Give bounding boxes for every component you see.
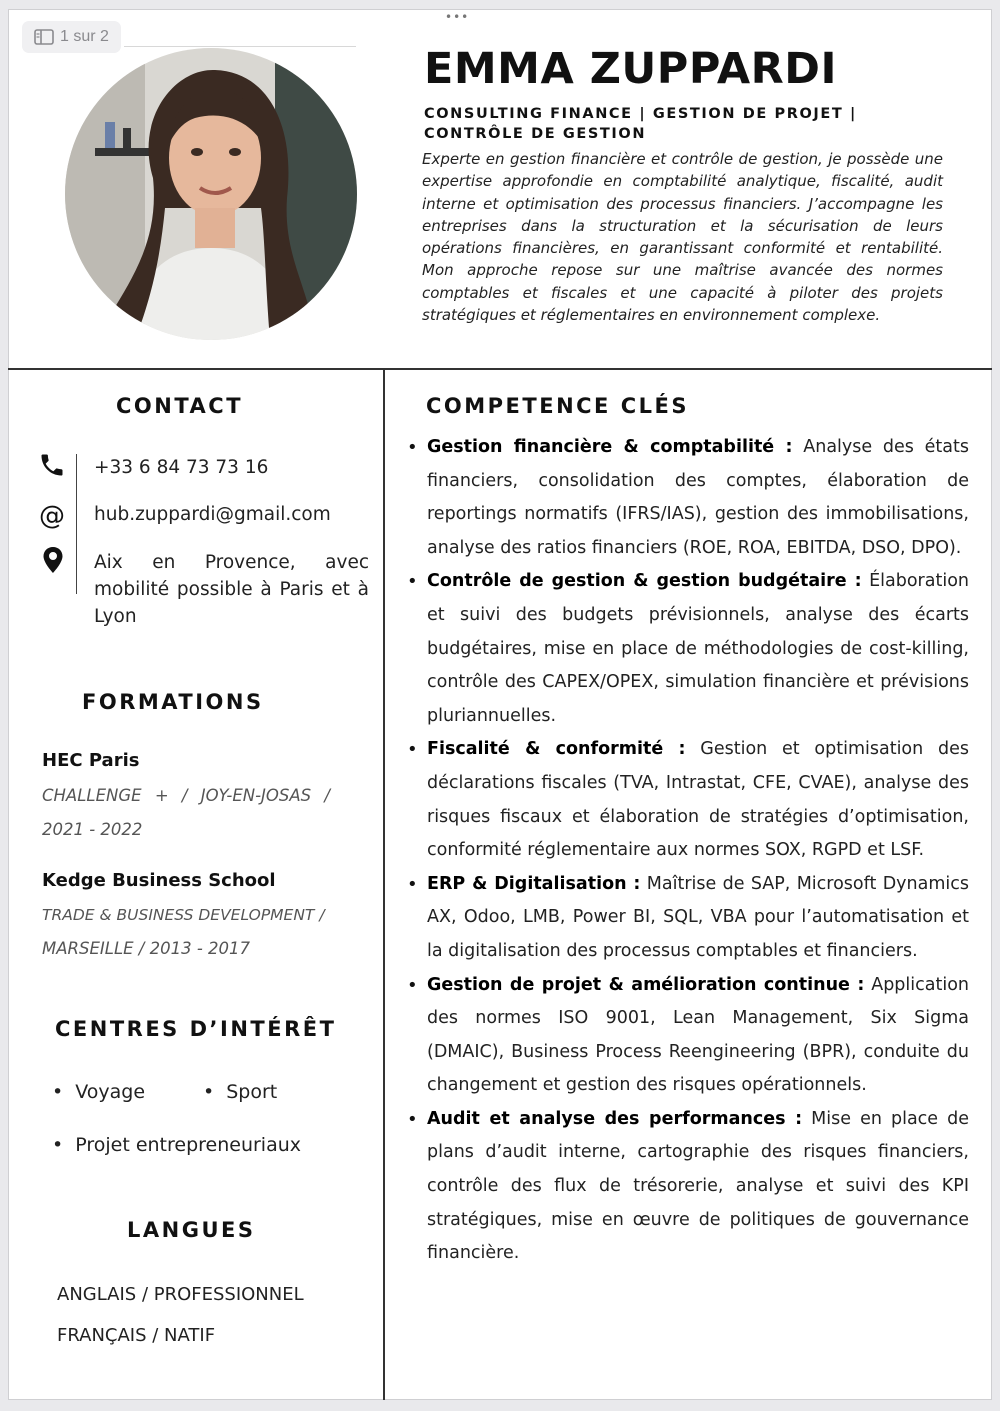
skill-label: Gestion de projet & amélioration continue :	[427, 974, 865, 995]
skill-item	[407, 431, 969, 565]
skill-item	[407, 733, 969, 867]
formation-detail-line: MARSEILLE / 2013 - 2017	[42, 939, 251, 958]
formation-school: Kedge Business School	[42, 870, 276, 891]
skill-label: Contrôle de gestion & gestion budgétaire :	[427, 571, 862, 592]
at-icon: @	[39, 501, 65, 531]
profile-summary: Experte en gestion financière et contrôle de gestion, je possède une expertise approfondie en comptabilité analytique, fiscalité, audit interne et optimisation des processus financiers. J’accompagne les entreprises dans la structuration et la sécurisation de leurs opérations financières, en garantissant conformité et rentabilité. Mon approche repose sur une maîtrise avancée des normes comptables et fiscales et une capacité à piloter des projets stratégiques et réglementaires en environnement complexe.	[422, 150, 943, 325]
page-indicator[interactable]	[22, 21, 121, 53]
formation-detail	[42, 898, 362, 966]
skill-item	[407, 565, 969, 733]
interest-item: • Sport	[203, 1081, 277, 1103]
skill-label: Gestion financière & comptabilité :	[427, 437, 793, 457]
more-options-icon[interactable]: •••	[445, 10, 470, 24]
skill-item	[407, 969, 969, 1103]
skill-label: Fiscalité & conformité :	[427, 739, 686, 760]
skill-item	[407, 1103, 969, 1271]
vertical-divider	[383, 370, 385, 1400]
candidate-subtitle: CONSULTING FINANCE | GESTION DE PROJET | CONTRÔLE DE GESTION	[424, 106, 857, 142]
formation-detail-line: CHALLENGE + / JOY-EN-JOSAS /	[42, 786, 330, 805]
skill-text: Gestion et optimisation des déclarations fiscales (TVA, Intrastat, CFE, CVAE), analyse des risques fiscaux et élaboration de stratégies d’optimisation, conformité réglementaire aux normes SOX, RGPD et LSF.	[427, 739, 969, 861]
phone-icon	[38, 451, 66, 479]
formation-detail-line: TRADE & BUSINESS DEVELOPMENT /	[42, 906, 325, 924]
skill-text: Maîtrise de SAP, Microsoft Dynamics AX, Odoo, LMB, Power BI, SQL, VBA pour l’automatisation et la digitalisation des processus comptables et financiers.	[427, 873, 969, 961]
horizontal-divider	[8, 368, 992, 370]
interest-item: • Projet entrepreneuriaux	[52, 1134, 301, 1156]
skills-title: COMPETENCE CLÉS	[426, 394, 689, 418]
language-item: ANGLAIS / PROFESSIONNEL	[57, 1284, 304, 1305]
formation-detail-line: 2021 - 2022	[42, 820, 143, 839]
skill-text: Analyse des états financiers, consolidation des comptes, élaboration de reportings normatifs (IFRS/IAS), gestion des immobilisations, analyse des ratios financiers (ROE, ROA, EBITDA, DSO, DPO).	[427, 437, 970, 558]
skills-list	[407, 431, 969, 1271]
contact-email[interactable]: hub.zuppardi@gmail.com	[94, 504, 331, 525]
divider	[124, 46, 356, 47]
languages-title: LANGUES	[127, 1218, 256, 1242]
page-indicator-label: 1 sur 2	[60, 28, 109, 45]
skill-item	[407, 868, 969, 969]
contact-phone[interactable]: +33 6 84 73 73 16	[94, 457, 269, 478]
language-item: FRANÇAIS / NATIF	[57, 1325, 216, 1346]
skill-text: Mise en place de plans d’audit interne, cartographie des risques financiers, contrôle des flux de trésorerie, analyse et suivi des KPI stratégiques, mise en œuvre de politiques de gouvernance financière.	[427, 1108, 969, 1264]
contact-title: CONTACT	[116, 394, 244, 418]
contact-divider	[76, 454, 77, 594]
contact-address: Aix en Provence, avec mobilité possible à Paris et à Lyon	[94, 552, 369, 627]
skill-text: Élaboration et suivi des budgets prévisionnels, analyse des écarts budgétaires, mise en place de méthodologies de cost-killing, contrôle des CAPEX/OPEX, simulation financière et prévisions pluriannuelles.	[427, 571, 969, 726]
skill-label: ERP & Digitalisation :	[427, 873, 641, 894]
candidate-name: EMMA ZUPPARDI	[424, 44, 837, 94]
formations-title: FORMATIONS	[82, 690, 264, 714]
sidebar-icon	[34, 29, 54, 45]
skill-text: Application des normes ISO 9001, Lean Management, Six Sigma (DMAIC), Business Process Reengineering (BPR), conduite du changement et gestion des risques opérationnels.	[427, 974, 970, 1096]
formation-detail	[42, 779, 362, 847]
interest-item: • Voyage	[52, 1081, 145, 1103]
interests-title: CENTRES D’INTÉRÊT	[55, 1017, 337, 1041]
formation-school: HEC Paris	[42, 750, 140, 771]
profile-photo	[65, 48, 357, 340]
skill-label: Audit et analyse des performances :	[427, 1108, 803, 1129]
location-pin-icon	[39, 546, 67, 574]
